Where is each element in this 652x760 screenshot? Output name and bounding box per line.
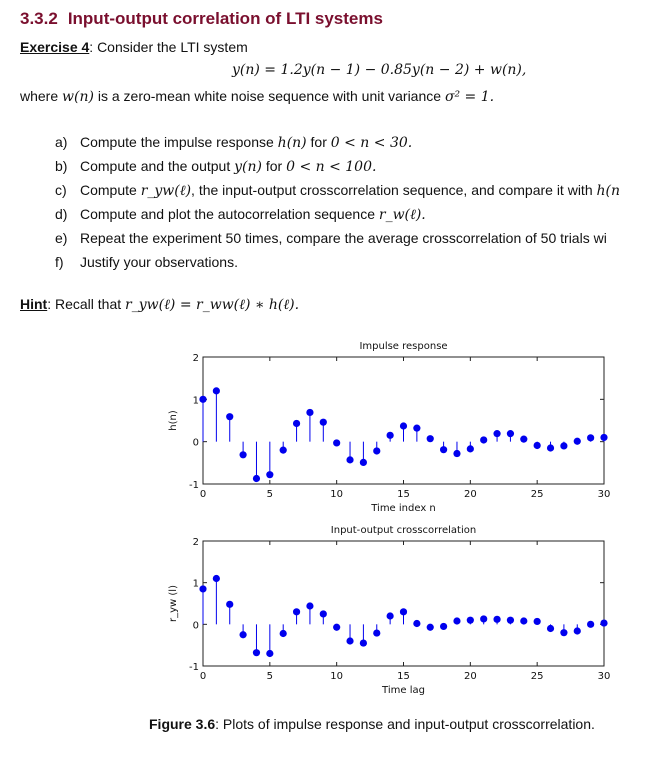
stem-marker	[520, 436, 527, 443]
y-tick-label: -1	[189, 662, 199, 673]
stem-marker	[574, 627, 581, 634]
plot-frame	[203, 357, 604, 484]
x-tick-label: 25	[530, 671, 544, 682]
stem-marker	[467, 617, 474, 624]
y-tick-label: 2	[192, 537, 199, 548]
exercise-text: : Consider the LTI system	[89, 39, 248, 55]
x-tick-label: 15	[397, 671, 410, 682]
task-label: c)	[55, 182, 67, 198]
stem-marker	[199, 396, 206, 403]
task-text: Compute	[80, 182, 141, 198]
task-math: y(n)	[234, 159, 262, 175]
stem-marker	[346, 456, 353, 463]
y-axis-label: h(n)	[168, 410, 179, 431]
caption-text: : Plots of impulse response and input-output crosscorrelation.	[215, 716, 595, 732]
stem-marker	[453, 617, 460, 624]
y-axis-label: r_yw (l)	[168, 585, 179, 622]
x-tick-label: 0	[199, 489, 207, 500]
stem-marker	[346, 637, 353, 644]
stem-marker	[507, 617, 514, 624]
stem-marker	[226, 601, 233, 608]
stem-marker	[547, 625, 554, 632]
stem-marker	[413, 620, 420, 627]
x-tick-label: 30	[597, 489, 611, 500]
stem-marker	[253, 649, 260, 656]
y-tick-label: 0	[192, 437, 199, 449]
stem-marker	[480, 436, 487, 443]
stem-marker	[199, 585, 206, 592]
stem-marker	[320, 610, 327, 617]
stem-marker	[493, 430, 500, 437]
where-variance: σ² = 1.	[444, 89, 495, 105]
x-axis-label: Time lag	[382, 685, 425, 696]
stem-marker	[360, 639, 367, 646]
stem-marker	[413, 425, 420, 432]
plot-title: Impulse response	[359, 341, 448, 352]
x-tick-label: 5	[266, 489, 274, 500]
caption-label: Figure 3.6	[149, 716, 216, 732]
task-label: d)	[55, 206, 68, 222]
task-label: f)	[55, 254, 64, 270]
stem-marker	[440, 446, 447, 453]
stem-marker	[587, 434, 594, 441]
stem-marker	[587, 621, 594, 628]
task-text: Compute and plot the autocorrelation sequence	[80, 206, 379, 222]
x-tick-label: 25	[530, 489, 544, 500]
stem-marker	[373, 629, 380, 636]
section-title: Input-output correlation of LTI systems	[67, 9, 383, 28]
task-after: for	[306, 134, 331, 150]
task-math: r_w(ℓ).	[378, 207, 426, 223]
stem-marker	[400, 608, 407, 615]
task-math2: 0 < n < 100.	[286, 159, 377, 175]
stem-marker	[226, 413, 233, 420]
stem-marker	[387, 612, 394, 619]
y-tick-label: 0	[192, 620, 199, 632]
where-wn: w(n)	[62, 89, 94, 105]
where-middle: is a zero-mean white noise sequence with unit variance	[93, 88, 445, 104]
stem-marker	[360, 459, 367, 466]
task-text: Repeat the experiment 50 times, compare the average crosscorrelation of 50 trials wi	[80, 230, 607, 246]
task-math2: 0 < n < 30.	[330, 135, 413, 151]
stem-marker	[373, 447, 380, 454]
stem-marker	[293, 420, 300, 427]
stem-marker	[600, 434, 607, 441]
x-tick-label: 10	[330, 671, 344, 682]
stem-marker	[280, 447, 287, 454]
figure-caption	[149, 716, 595, 732]
task-after: , the input-output crosscorrelation sequence, and compare it with	[191, 182, 597, 198]
stem-marker	[493, 616, 500, 623]
stem-marker	[560, 629, 567, 636]
stem-marker	[427, 624, 434, 631]
x-tick-label: 10	[330, 489, 344, 500]
stem-marker	[266, 471, 273, 478]
stem-marker	[333, 439, 340, 446]
stem-marker	[253, 475, 260, 482]
exercise-label: Exercise 4	[20, 39, 90, 55]
where-prefix: where	[20, 88, 63, 104]
task-label: a)	[55, 134, 68, 150]
stem-marker	[547, 444, 554, 451]
plot-frame	[203, 541, 604, 666]
y-tick-label: 1	[192, 395, 199, 407]
y-tick-label: -1	[189, 480, 199, 491]
task-text: Compute and the output	[80, 158, 235, 174]
stem-marker	[387, 432, 394, 439]
stem-marker	[560, 442, 567, 449]
stem-marker	[266, 650, 273, 657]
hint-math: r_yw(ℓ) = r_ww(ℓ) ∗ h(ℓ).	[125, 297, 300, 313]
stem-marker	[213, 575, 220, 582]
stem-marker	[306, 602, 313, 609]
task-label: b)	[55, 158, 68, 174]
hint-label: Hint	[20, 296, 48, 312]
stem-marker	[400, 422, 407, 429]
stem-marker	[453, 450, 460, 457]
y-tick-label: 2	[192, 353, 199, 364]
y-tick-label: 1	[192, 578, 199, 590]
stem-marker	[600, 619, 607, 626]
stem-marker	[280, 630, 287, 637]
stem-marker	[574, 438, 581, 445]
task-text: Compute the impulse response	[80, 134, 278, 150]
task-text: Justify your observations.	[80, 254, 238, 270]
x-tick-label: 0	[199, 671, 207, 682]
stem-marker	[240, 451, 247, 458]
stem-marker	[520, 617, 527, 624]
stem-marker	[440, 623, 447, 630]
x-axis-label: Time index n	[371, 503, 436, 514]
task-math2: h(n	[596, 183, 620, 199]
x-tick-label: 15	[397, 489, 410, 500]
task-math: h(n)	[277, 135, 307, 151]
task-math: r_yw(ℓ)	[140, 183, 192, 199]
stem-marker	[213, 387, 220, 394]
task-label: e)	[55, 230, 68, 246]
stem-marker	[480, 615, 487, 622]
stem-marker	[320, 419, 327, 426]
stem-marker	[306, 409, 313, 416]
stem-marker	[507, 430, 514, 437]
stem-marker	[333, 624, 340, 631]
hint-text: : Recall that	[47, 296, 126, 312]
task-after: for	[261, 158, 287, 174]
section-number: 3.3.2	[20, 9, 58, 28]
stem-marker	[534, 442, 541, 449]
stem-marker	[534, 618, 541, 625]
stem-marker	[240, 631, 247, 638]
stem-marker	[427, 435, 434, 442]
stem-marker	[293, 608, 300, 615]
x-tick-label: 20	[463, 671, 477, 682]
system-equation: y(n) = 1.2y(n − 1) − 0.85y(n − 2) + w(n),	[232, 62, 527, 78]
x-tick-label: 20	[463, 489, 477, 500]
stem-marker	[467, 445, 474, 452]
x-tick-label: 30	[597, 671, 611, 682]
plot-title: Input-output crosscorrelation	[330, 525, 477, 536]
x-tick-label: 5	[266, 671, 274, 682]
